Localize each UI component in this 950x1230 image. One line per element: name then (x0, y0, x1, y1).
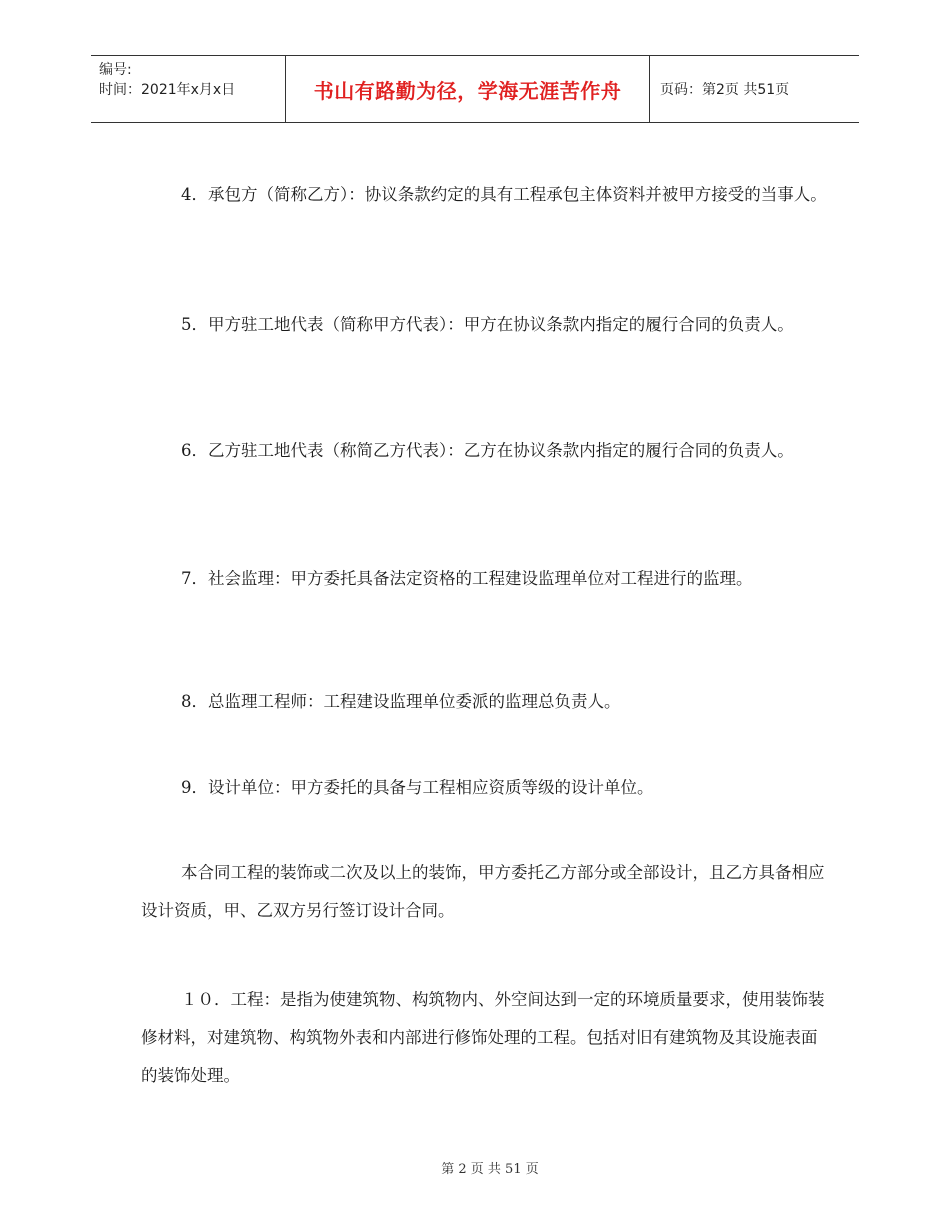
paragraph-7: 7．社会监理：甲方委托具备法定资格的工程建设监理单位对工程进行的监理。 (181, 569, 753, 588)
paragraph-6: 6．乙方驻工地代表（称简乙方代表）：乙方在协议条款内指定的履行合同的负责人。 (181, 441, 794, 460)
document-number-label: 编号: (99, 62, 132, 78)
document-time-label: 时间：2021年x月x日 (99, 82, 236, 98)
paragraph-9: 9．设计单位：甲方委托的具备与工程相应资质等级的设计单位。 (181, 778, 654, 797)
page-footer: 第 2 页 共 51 页 (441, 1162, 539, 1177)
header-page-number: 页码：第2页 共51页 (660, 82, 790, 98)
paragraph-5: 5．甲方驻工地代表（简称甲方代表）：甲方在协议条款内指定的履行合同的负责人。 (181, 315, 794, 334)
paragraph-8: 8．总监理工程师：工程建设监理单位委派的监理总负责人。 (181, 692, 621, 711)
paragraph-design-contract: 本合同工程的装饰或二次及以上的装饰，甲方委托乙方部分或全部设计，且乙方具备相应设计资质，甲、乙双方另行签订设计合同。 (141, 863, 825, 920)
header-meta (91, 56, 286, 122)
paragraph-10: １０．工程：是指为使建筑物、构筑物内、外空间达到一定的环境质量要求，使用装饰装修材料，对建筑物、构筑物外表和内部进行修饰处理的工程。包括对旧有建筑物及其设施表面的装饰处理。 (141, 990, 825, 1085)
header-motto: 书山有路勤为径，学海无涯苦作舟 (286, 56, 650, 122)
page-header (91, 55, 859, 123)
paragraph-4: 4．承包方（简称乙方）：协议条款约定的具有工程承包主体资料并被甲方接受的当事人。 (181, 185, 827, 204)
